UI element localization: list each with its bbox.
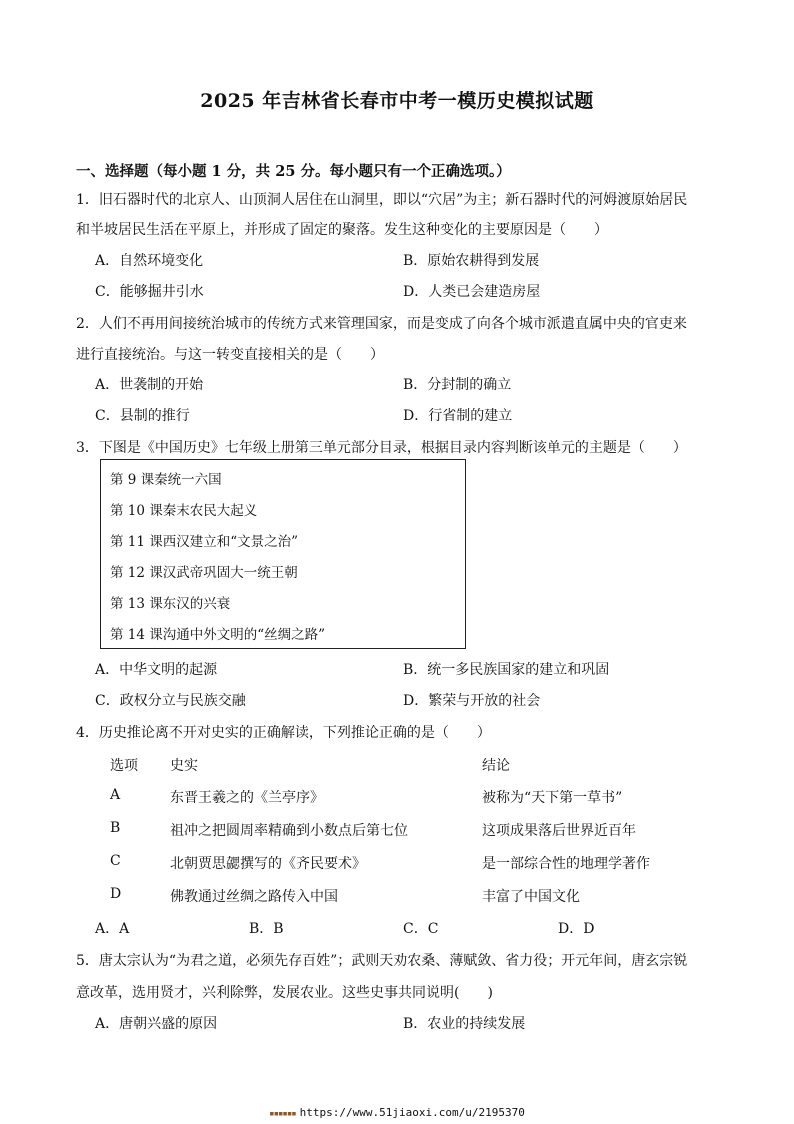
toc-item: 第 11 课西汉建立和“文景之治” [110,534,299,550]
footer-watermark [0,1106,794,1119]
q4-row-conclusion: 这项成果落后世界近百年 [482,823,636,839]
q5-stem-line1: 5．唐太宗认为“为君之道，必须先存百姓”；武则天劝农桑、薄赋敛、省力役；开元年间，唐玄宗锐 [76,953,688,969]
toc-item: 第 13 课东汉的兴衰 [110,596,231,612]
q3-option-a: A．中华文明的起源 [95,662,218,678]
q4-row-label: C [110,853,121,869]
q4-option-c: C．C [403,921,439,937]
q4-row-label: D [110,886,122,902]
q1-option-b: B．原始农耕得到发展 [403,253,540,269]
q4-row-label: A [110,787,121,803]
q4-header-conclusion: 结论 [482,758,510,774]
q4-row-fact: 佛教通过丝绸之路传入中国 [170,889,338,905]
q4-row-fact: 祖冲之把圆周率精确到小数点后第七位 [170,823,408,839]
table-of-contents-box [100,459,466,649]
q2-stem-line2: 进行直接统治。与这一转变直接相关的是（ ） [76,347,384,363]
q4-option-b: B．B [249,921,284,937]
q1-option-d: D．人类已会建造房屋 [403,284,541,300]
q4-row-fact: 东晋王羲之的《兰亭序》 [170,790,324,806]
q2-option-b: B．分封制的确立 [403,377,512,393]
footer-url-link[interactable]: https://www.51jiaoxi.com/u/2195370 [299,1106,525,1119]
page-title: 2025 年吉林省长春市中考一模历史模拟试题 [200,90,594,112]
toc-item: 第 12 课汉武帝巩固大一统王朝 [110,565,298,581]
q3-stem-line1: 3．下图是《中国历史》七年级上册第三单元部分目录，根据目录内容判断该单元的主题是（ ） [76,440,687,456]
toc-item: 第 9 课秦统一六国 [110,472,222,488]
q4-stem-line1: 4．历史推论离不开对史实的正确解读，下列推论正确的是（ ） [76,725,491,741]
q4-row-label: B [110,820,121,836]
q5-option-b: B．农业的持续发展 [403,1016,526,1032]
q4-row-conclusion: 是一部综合性的地理学著作 [482,856,650,872]
q3-option-d: D．繁荣与开放的社会 [403,693,541,709]
q5-option-a: A．唐朝兴盛的原因 [95,1016,218,1032]
q4-row-conclusion: 丰富了中国文化 [482,889,580,905]
q4-option-d: D．D [558,921,595,937]
toc-item: 第 14 课沟通中外文明的“丝绸之路” [110,627,326,643]
q1-option-a: A．自然环境变化 [95,253,204,269]
q4-header-fact: 史实 [170,758,198,774]
toc-item: 第 10 课秦末农民大起义 [110,503,258,519]
q2-stem-line1: 2．人们不再用间接统治城市的传统方式来管理国家，而是变成了向各个城市派遣直属中央的官吏来 [76,316,687,332]
q5-stem-line2: 意改革，选用贤才，兴利除弊，发展农业。这些史事共同说明( ) [76,985,493,1001]
q4-row-fact: 北朝贾思勰撰写的《齐民要术》 [170,856,366,872]
q2-option-c: C．县制的推行 [95,408,190,424]
q4-option-a: A．A [95,921,130,937]
q4-row-conclusion: 被称为“天下第一草书” [482,790,623,806]
q4-header-option: 选项 [110,758,138,774]
q1-stem-line2: 和半坡居民生活在平原上，并形成了固定的聚落。发生这种变化的主要原因是（ ） [76,222,608,238]
footer-decoration: ▪▪▪▪▪▪ [269,1109,296,1119]
q3-option-c: C．政权分立与民族交融 [95,693,246,709]
q2-option-a: A．世袭制的开始 [95,377,204,393]
section-heading: 一、选择题（每小题 1 分，共 25 分。每小题只有一个正确选项。） [76,163,511,180]
q3-option-b: B．统一多民族国家的建立和巩固 [403,662,610,678]
q1-stem-line1: 1．旧石器时代的北京人、山顶洞人居住在山洞里，即以“穴居”为主；新石器时代的河姆渡原始居民 [76,192,688,208]
q2-option-d: D．行省制的建立 [403,408,513,424]
q1-option-c: C．能够掘井引水 [95,284,204,300]
